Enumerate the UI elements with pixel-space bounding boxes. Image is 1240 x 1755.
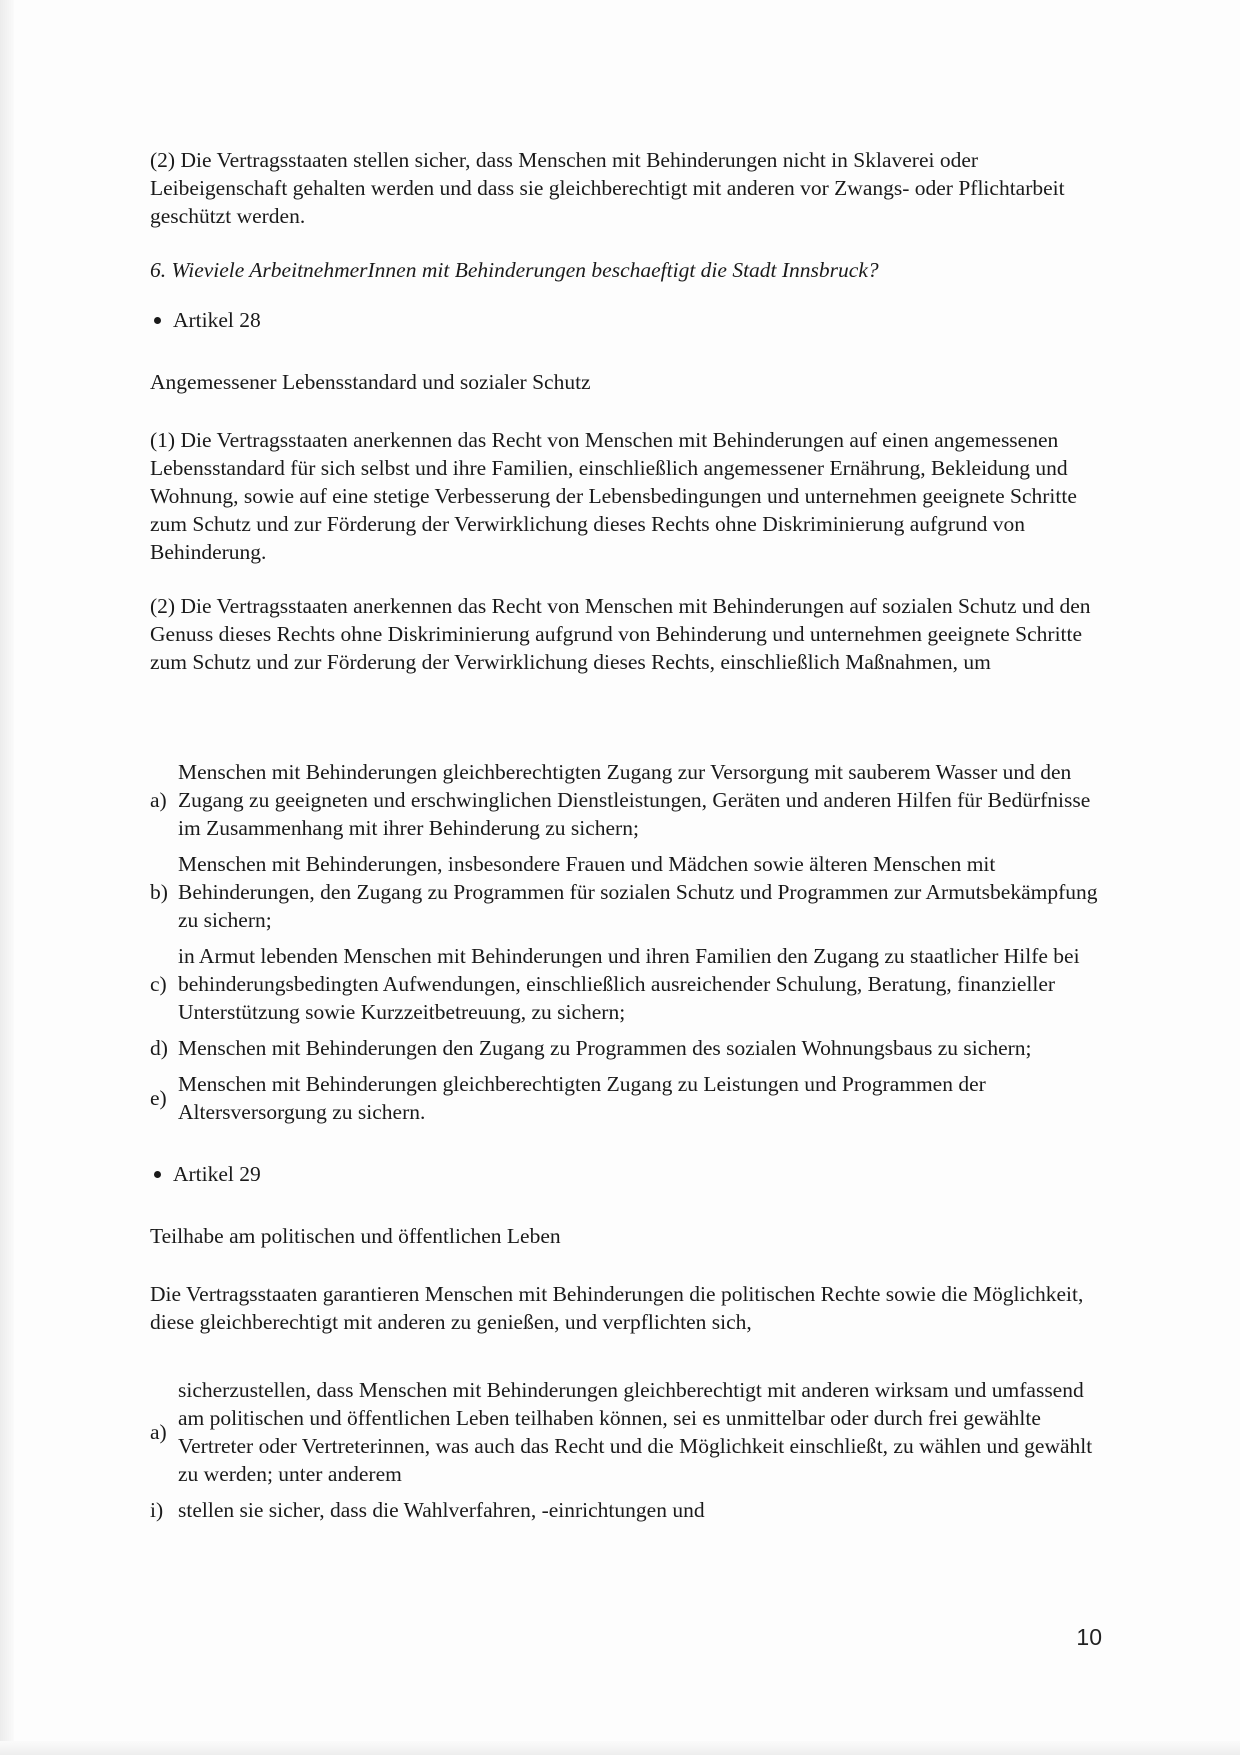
page-content xyxy=(150,146,1100,1532)
article-29-list xyxy=(150,1376,1100,1524)
list-marker: e) xyxy=(150,1086,167,1110)
list-text: stellen sie sicher, dass die Wahlverfahren, -einrichtungen und xyxy=(178,1498,705,1522)
article-28-heading xyxy=(150,306,1100,334)
page-number: 10 xyxy=(1076,1624,1102,1650)
article-28-list xyxy=(150,758,1100,1126)
bullet-icon xyxy=(154,317,161,324)
article-29-title: Teilhabe am politischen und öffentlichen Leben xyxy=(150,1224,561,1248)
list-marker: i) xyxy=(150,1498,164,1522)
list-text: sicherzustellen, dass Menschen mit Behinderungen gleichberechtigt mit anderen wirksam und umfassend am politischen und öffentlichen Leben teilhaben können, sei es unmittelbar oder durch frei gewählte Vertreter oder Vertreterinnen, was auch das Recht und die Möglichkeit einschließt, zu wählen und gewählt zu werden; unter anderem xyxy=(178,1378,1093,1486)
paragraph-art29: Die Vertragsstaaten garantieren Menschen mit Behinderungen die politischen Rechte sowie die Möglichkeit, diese gleichberechtigt mit anderen zu genießen, und verpflichten sich, xyxy=(150,1282,1084,1334)
list-item xyxy=(150,758,1100,842)
paragraph-art28-2: (2) Die Vertragsstaaten anerkennen das Recht von Menschen mit Behinderungen auf sozialen Schutz und den Genuss dieses Rechts ohne Diskriminierung aufgrund von Behinderung und unternehmen geeignete Schritte zum Schutz und zur Förderung der Verwirklichung dieses Rechts, einschließlich Maßnahmen, um xyxy=(150,594,1091,674)
bullet-icon xyxy=(154,1171,161,1178)
question-6: 6. Wieviele ArbeitnehmerInnen mit Behinderungen beschaeftigt die Stadt Innsbruck? xyxy=(150,258,879,282)
list-text: Menschen mit Behinderungen, insbesondere Frauen und Mädchen sowie älteren Menschen mit Behinderungen, den Zugang zu Programmen für sozialen Schutz und Programmen zur Armutsbekämpfung zu sichern; xyxy=(178,852,1098,932)
article-29-label: Artikel 29 xyxy=(173,1162,261,1186)
list-item xyxy=(150,1034,1100,1062)
list-item xyxy=(150,1070,1100,1126)
scan-edge-bottom xyxy=(0,1741,1240,1755)
article-28-title: Angemessener Lebensstandard und sozialer Schutz xyxy=(150,370,591,394)
list-marker: c) xyxy=(150,972,167,996)
paragraph-art27-2: (2) Die Vertragsstaaten stellen sicher, dass Menschen mit Behinderungen nicht in Sklaverei oder Leibeigenschaft gehalten werden und dass sie gleichberechtigt mit anderen vor Zwangs- oder Pflichtarbeit geschützt werden. xyxy=(150,148,1065,228)
list-item xyxy=(150,850,1100,934)
list-text: Menschen mit Behinderungen gleichberechtigten Zugang zur Versorgung mit sauberem Wasser und den Zugang zu geeigneten und erschwinglichen Dienstleistungen, Geräten und anderen Hilfen für Bedürfnisse im Zusammenhang mit ihrer Behinderung zu sichern; xyxy=(178,760,1091,840)
list-marker: b) xyxy=(150,880,168,904)
scan-edge-left xyxy=(0,0,14,1755)
list-item xyxy=(150,1376,1100,1488)
list-item xyxy=(150,1496,1100,1524)
list-marker: d) xyxy=(150,1036,168,1060)
list-item xyxy=(150,942,1100,1026)
list-text: Menschen mit Behinderungen gleichberechtigten Zugang zu Leistungen und Programmen der Altersversorgung zu sichern. xyxy=(178,1072,986,1124)
list-marker: a) xyxy=(150,788,167,812)
paragraph-art28-1: (1) Die Vertragsstaaten anerkennen das Recht von Menschen mit Behinderungen auf einen angemessenen Lebensstandard für sich selbst und ihre Familien, einschließlich angemessener Ernährung, Bekleidung und Wohnung, sowie auf eine stetige Verbesserung der Lebensbedingungen und unternehmen geeignete Schritte zum Schutz und zur Förderung der Verwirklichung dieses Rechts ohne Diskriminierung aufgrund von Behinderung. xyxy=(150,428,1077,564)
article-29-heading xyxy=(150,1160,1100,1188)
list-text: in Armut lebenden Menschen mit Behinderungen und ihren Familien den Zugang zu staatlicher Hilfe bei behinderungsbedingten Aufwendungen, einschließlich ausreichender Schulung, Beratung, finanzieller Unterstützung sowie Kurzzeitbetreuung, zu sichern; xyxy=(178,944,1080,1024)
list-text: Menschen mit Behinderungen den Zugang zu Programmen des sozialen Wohnungsbaus zu sichern; xyxy=(178,1036,1032,1060)
article-28-label: Artikel 28 xyxy=(173,308,261,332)
list-marker: a) xyxy=(150,1420,167,1444)
